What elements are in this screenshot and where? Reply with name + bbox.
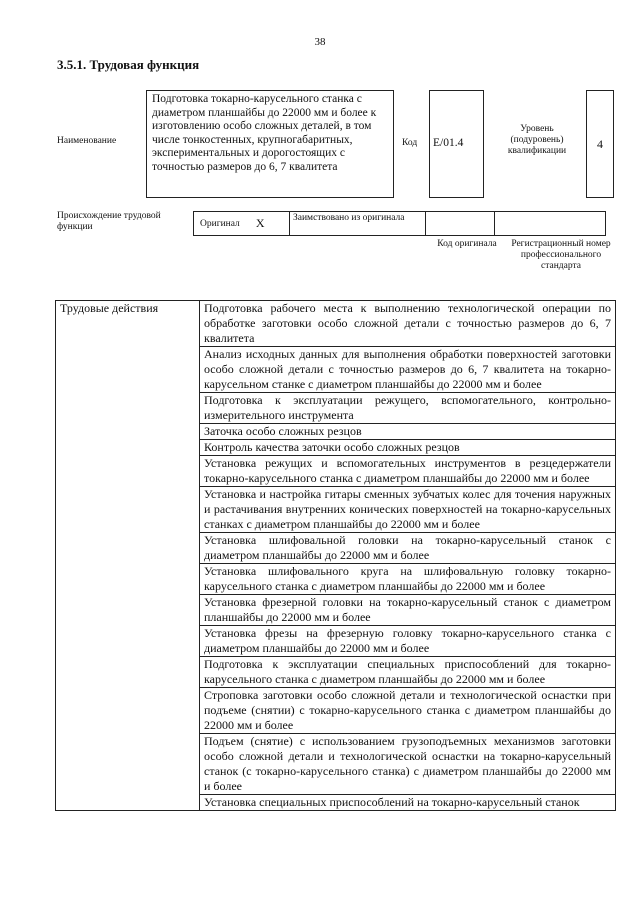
code-label: Код xyxy=(402,138,418,148)
table-row xyxy=(56,301,616,347)
action-item: Установка специальных приспособлений на токарно-карусельный станок xyxy=(200,795,616,811)
action-item: Заточка особо сложных резцов xyxy=(200,424,616,440)
action-item: Строповка заготовки особо сложной детали и технологической оснастки при подъеме (снятии) с токарно-карусельного станка с диаметром планшайбы до 22000 мм и более xyxy=(200,688,616,734)
borrowed-label: Заимствовано из оригинала xyxy=(293,213,405,223)
reg-number-label: Регистрационный номер профессионального стандарта xyxy=(511,239,611,271)
original-mark: X xyxy=(255,216,265,230)
action-item: Подготовка к эксплуатации специальных приспособлений для токарно-карусельного станка с диаметром планшайбы до 22000 мм и более xyxy=(200,657,616,688)
origin-original-cell xyxy=(193,211,290,236)
action-item: Установка и настройка гитары сменных зубчатых колес для точения наружных и растачивания внутренних конических поверхностей на токарно-карусельных станках с диаметром планшайбы до 22000 мм и более xyxy=(200,487,616,533)
function-name: Подготовка токарно-карусельного станка с диаметром планшайбы до 22000 мм и более к изготовлению особо сложных деталей, в том числе тонкостенных, крупногабаритных, экспериментальных и дорогостоящих с точностью размеров до 6, 7 квалитета xyxy=(152,93,377,173)
action-item: Установка шлифовального круга на шлифовальную головку токарно-карусельного станка с диаметром планшайбы до 22000 мм и более xyxy=(200,564,616,595)
action-item: Подъем (снятие) с использованием грузоподъемных механизмов заготовки особо сложной детали и технологической оснастки на токарно-карусельный станок (с токарно-карусельного станка) с диаметром планшайбы до 22000 мм и более xyxy=(200,734,616,795)
level-label: Уровень (подуровень) квалификации xyxy=(507,124,567,156)
function-name-box xyxy=(146,90,394,198)
origin-code-cell xyxy=(425,211,495,236)
function-code: E/01.4 xyxy=(433,137,464,149)
action-item: Контроль качества заточки особо сложных резцов xyxy=(200,440,616,456)
action-item: Подготовка рабочего места к выполнению технологической операции по обработке заготовки особо сложной детали с точностью размеров до 6, 7 квалитета xyxy=(200,301,616,347)
origin-borrowed-cell xyxy=(289,211,426,236)
actions-label: Трудовые действия xyxy=(56,301,200,811)
action-item: Анализ исходных данных для выполнения обработки поверхностей заготовки особо сложной детали с точностью размеров до 6, 7 квалитета на токарно-карусельном станке с диаметром планшайбы до 22000 мм и более xyxy=(200,347,616,393)
labor-actions-table xyxy=(55,300,616,811)
origin-reg-cell xyxy=(494,211,606,236)
action-item: Установка шлифовальной головки на токарно-карусельный станок с диаметром планшайбы до 22000 мм и более xyxy=(200,533,616,564)
name-label: Наименование xyxy=(57,136,117,146)
function-level: 4 xyxy=(597,137,603,151)
action-item: Установка фрезерной головки на токарно-карусельный станок с диаметром планшайбы до 22000 мм и более xyxy=(200,595,616,626)
origin-table xyxy=(194,211,606,236)
action-item: Установка фрезы на фрезерную головку токарно-карусельного станка с диаметром планшайбы до 22000 мм и более xyxy=(200,626,616,657)
original-label: Оригинал xyxy=(200,218,240,229)
action-item: Подготовка к эксплуатации режущего, вспомогательного, контрольно-измерительного инструмента xyxy=(200,393,616,424)
action-item: Установка режущих и вспомогательных инструментов в резцедержатели токарно-карусельного станка с диаметром планшайбы до 22000 мм и более xyxy=(200,456,616,487)
origin-label: Происхождение трудовой функции xyxy=(57,211,161,232)
code-original-label: Код оригинала xyxy=(437,239,497,249)
page-number: 38 xyxy=(314,36,326,48)
section-heading: 3.5.1. Трудовая функция xyxy=(57,57,200,72)
